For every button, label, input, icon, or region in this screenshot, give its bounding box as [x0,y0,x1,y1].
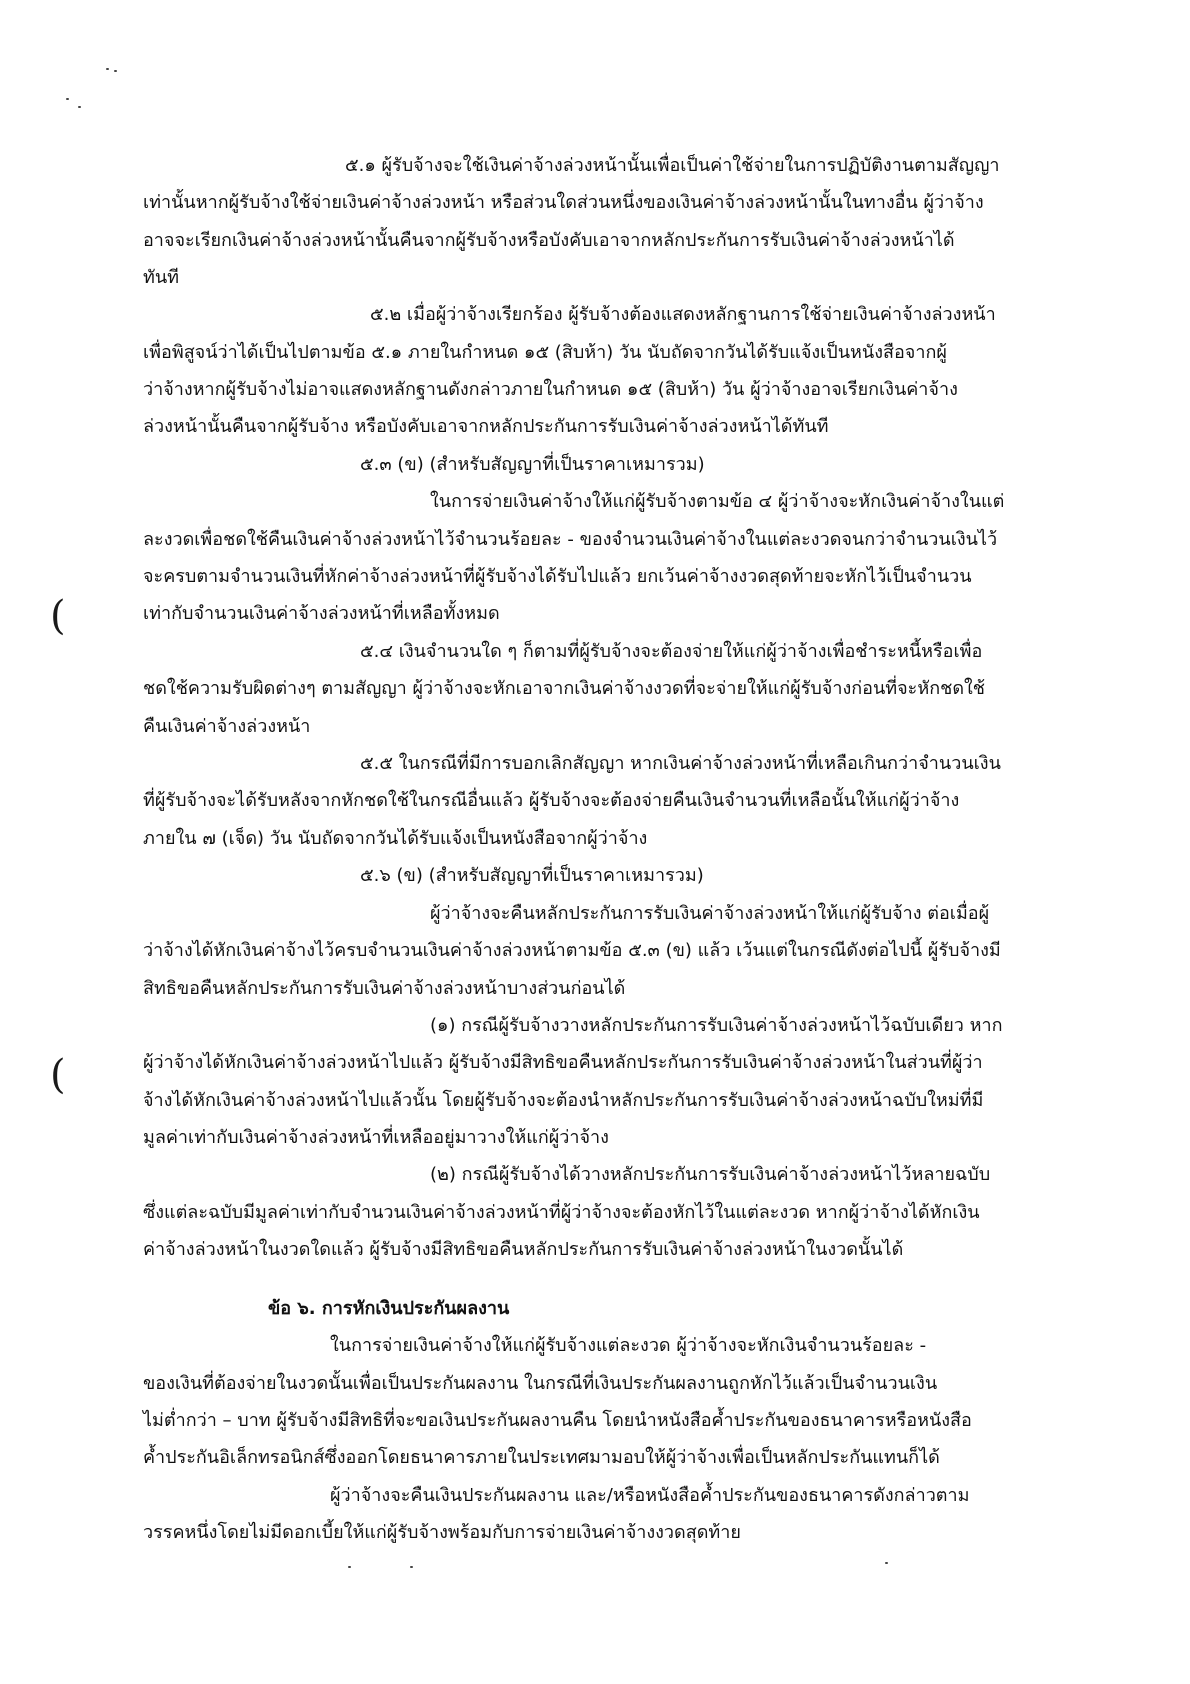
paragraph-line: ๕.๕ ในกรณีที่มีการบอกเลิกสัญญา หากเงินค่าจ้างล่วงหน้าที่เหลือเกินกว่าจำนวนเงิน [360,753,1001,774]
paragraph-line: ผู้ว่าจ้างได้หักเงินค่าจ้างล่วงหน้าไปแล้ว ผู้รับจ้างมีสิทธิขอคืนหลักประกันการรับเงินค่าจ้างล่วงหน้าในส่วนที่ผู้ว่า [143,1052,983,1073]
binder-hole-mark: ( [50,593,66,639]
paragraph-line: ล่วงหน้านั้นคืนจากผู้รับจ้าง หรือบังคับเอาจากหลักประกันการรับเงินค่าจ้างล่วงหน้าได้ทันที [143,416,829,437]
paragraph-line: เท่านั้นหากผู้รับจ้างใช้จ่ายเงินค่าจ้างล่วงหน้า หรือส่วนใดส่วนหนึ่งของเงินค่าจ้างล่วงหน้านั้นในทางอื่น ผู้ว่าจ้าง [143,192,984,213]
scan-speck [106,68,109,70]
paragraph-line: ค้ำประกันอิเล็กทรอนิกส์ซึ่งออกโดยธนาคารภายในประเทศมามอบให้ผู้ว่าจ้างเพื่อเป็นหลักประกันแทนก็ได้ [143,1447,940,1468]
scan-speck [78,106,81,108]
paragraph-line: ซึ่งแต่ละฉบับมีมูลค่าเท่ากับจำนวนเงินค่าจ้างล่วงหน้าที่ผู้ว่าจ้างจะต้องหักไว้ในแต่ละงวด หากผู้ว่าจ้างได้หักเงิน [143,1202,980,1223]
paragraph-line: คืนเงินค่าจ้างล่วงหน้า [143,716,311,737]
paragraph-line: เพื่อพิสูจน์ว่าได้เป็นไปตามข้อ ๕.๑ ภายในกำหนด ๑๕ (สิบห้า) วัน นับถัดจากวันได้รับแจ้งเป็นหนังสือจากผู้ [143,342,947,363]
scan-speck [410,1566,413,1568]
paragraph-line: ว่าจ้างได้หักเงินค่าจ้างไว้ครบจำนวนเงินค่าจ้างล่วงหน้าตามข้อ ๕.๓ (ข) แล้ว เว้นแต่ในกรณีดังต่อไปนี้ ผู้รับจ้างมี [143,940,1001,961]
paragraph-line: ผู้ว่าจ้างจะคืนเงินประกันผลงาน และ/หรือหนังสือค้ำประกันของธนาคารดังกล่าวตาม [330,1485,970,1506]
paragraph-line: (๒) กรณีผู้รับจ้างได้วางหลักประกันการรับเงินค่าจ้างล่วงหน้าไว้หลายฉบับ [430,1164,991,1185]
paragraph-line: ทันที [143,267,180,288]
binder-hole-mark: ( [50,1052,66,1098]
paragraph-line: ที่ผู้รับจ้างจะได้รับหลังจากหักชดใช้ในกรณีอื่นแล้ว ผู้รับจ้างจะต้องจ่ายคืนเงินจำนวนที่เหลือนั้นให้แก่ผู้ว่าจ้าง [143,790,960,811]
paragraph-line: จ้างได้หักเงินค่าจ้างล่วงหน้าไปแล้วนั้น โดยผู้รับจ้างจะต้องนำหลักประกันการรับเงินค่าจ้างล่วงหน้าฉบับใหม่ที่มี [143,1090,984,1111]
paragraph-line: จะครบตามจำนวนเงินที่หักค่าจ้างล่วงหน้าที่ผู้รับจ้างได้รับไปแล้ว ยกเว้นค่าจ้างงวดสุดท้ายจะหักไว้เป็นจำนวน [143,566,972,587]
scan-speck [348,1566,351,1568]
scan-speck [114,70,117,72]
paragraph-line: ของเงินที่ต้องจ่ายในงวดนั้นเพื่อเป็นประกันผลงาน ในกรณีที่เงินประกันผลงานถูกหักไว้แล้วเป็นจำนวนเงิน [143,1373,938,1394]
paragraph-line: (๑) กรณีผู้รับจ้างวางหลักประกันการรับเงินค่าจ้างล่วงหน้าไว้ฉบับเดียว หาก [430,1015,1003,1036]
scan-speck [66,98,69,100]
paragraph-line: ในการจ่ายเงินค่าจ้างให้แก่ผู้รับจ้างตามข้อ ๔ ผู้ว่าจ้างจะหักเงินค่าจ้างในแต่ [430,491,1005,512]
paragraph-line: ภายใน ๗ (เจ็ด) วัน นับถัดจากวันได้รับแจ้งเป็นหนังสือจากผู้ว่าจ้าง [143,828,648,849]
paragraph-line: ในการจ่ายเงินค่าจ้างให้แก่ผู้รับจ้างแต่ละงวด ผู้ว่าจ้างจะหักเงินจำนวนร้อยละ - [330,1335,927,1356]
paragraph-line: ๕.๓ (ข) (สำหรับสัญญาที่เป็นราคาเหมารวม) [360,454,705,475]
paragraph-line: มูลค่าเท่ากับเงินค่าจ้างล่วงหน้าที่เหลืออยู่มาวางให้แก่ผู้ว่าจ้าง [143,1127,609,1148]
paragraph-line: ว่าจ้างหากผู้รับจ้างไม่อาจแสดงหลักฐานดังกล่าวภายในกำหนด ๑๕ (สิบห้า) วัน ผู้ว่าจ้างอาจเรียกเงินค่าจ้าง [143,379,958,400]
paragraph-line: ๕.๔ เงินจำนวนใด ๆ ก็ตามที่ผู้รับจ้างจะต้องจ่ายให้แก่ผู้ว่าจ้างเพื่อชำระหนี้หรือเพื่อ [360,641,983,662]
paragraph-line: สิทธิขอคืนหลักประกันการรับเงินค่าจ้างล่วงหน้าบางส่วนก่อนได้ [143,978,626,999]
paragraph-line: ๕.๒ เมื่อผู้ว่าจ้างเรียกร้อง ผู้รับจ้างต้องแสดงหลักฐานการใช้จ่ายเงินค่าจ้างล่วงหน้า [370,304,996,325]
paragraph-line: ไม่ต่ำกว่า – บาท ผู้รับจ้างมีสิทธิที่จะขอเงินประกันผลงานคืน โดยนำหนังสือค้ำประกันของธนาคารหรือหนังสือ [143,1410,972,1431]
paragraph-line: ชดใช้ความรับผิดต่างๆ ตามสัญญา ผู้ว่าจ้างจะหักเอาจากเงินค่าจ้างงวดที่จะจ่ายให้แก่ผู้รับจ้างก่อนที่จะหักชดใช้ [143,678,986,699]
paragraph-line: วรรคหนึ่งโดยไม่มีดอกเบี้ยให้แก่ผู้รับจ้างพร้อมกับการจ่ายเงินค่าจ้างงวดสุดท้าย [143,1522,741,1543]
paragraph-line: ๕.๖ (ข) (สำหรับสัญญาที่เป็นราคาเหมารวม) [360,865,704,886]
paragraph-line: ละงวดเพื่อชดใช้คืนเงินค่าจ้างล่วงหน้าไว้จำนวนร้อยละ - ของจำนวนเงินค่าจ้างในแต่ละงวดจนกว่าจำนวนเงินไว้ [143,529,998,550]
paragraph-line: ค่าจ้างล่วงหน้าในงวดใดแล้ว ผู้รับจ้างมีสิทธิขอคืนหลักประกันการรับเงินค่าจ้างล่วงหน้าในงวดนั้นได้ [143,1239,904,1260]
section-heading: ข้อ ๖. การหักเงินประกันผลงาน [268,1298,510,1319]
paragraph-line: ผู้ว่าจ้างจะคืนหลักประกันการรับเงินค่าจ้างล่วงหน้าให้แก่ผู้รับจ้าง ต่อเมื่อผู้ [430,903,990,924]
paragraph-line: ๕.๑ ผู้รับจ้างจะใช้เงินค่าจ้างล่วงหน้านั้นเพื่อเป็นค่าใช้จ่ายในการปฏิบัติงานตามสัญญา [345,155,1000,176]
paragraph-line: เท่ากับจำนวนเงินค่าจ้างล่วงหน้าที่เหลือทั้งหมด [143,603,500,624]
scan-speck [885,1562,888,1564]
paragraph-line: อาจจะเรียกเงินค่าจ้างล่วงหน้านั้นคืนจากผู้รับจ้างหรือบังคับเอาจากหลักประกันการรับเงินค่าจ้างล่วงหน้าได้ [143,230,955,251]
